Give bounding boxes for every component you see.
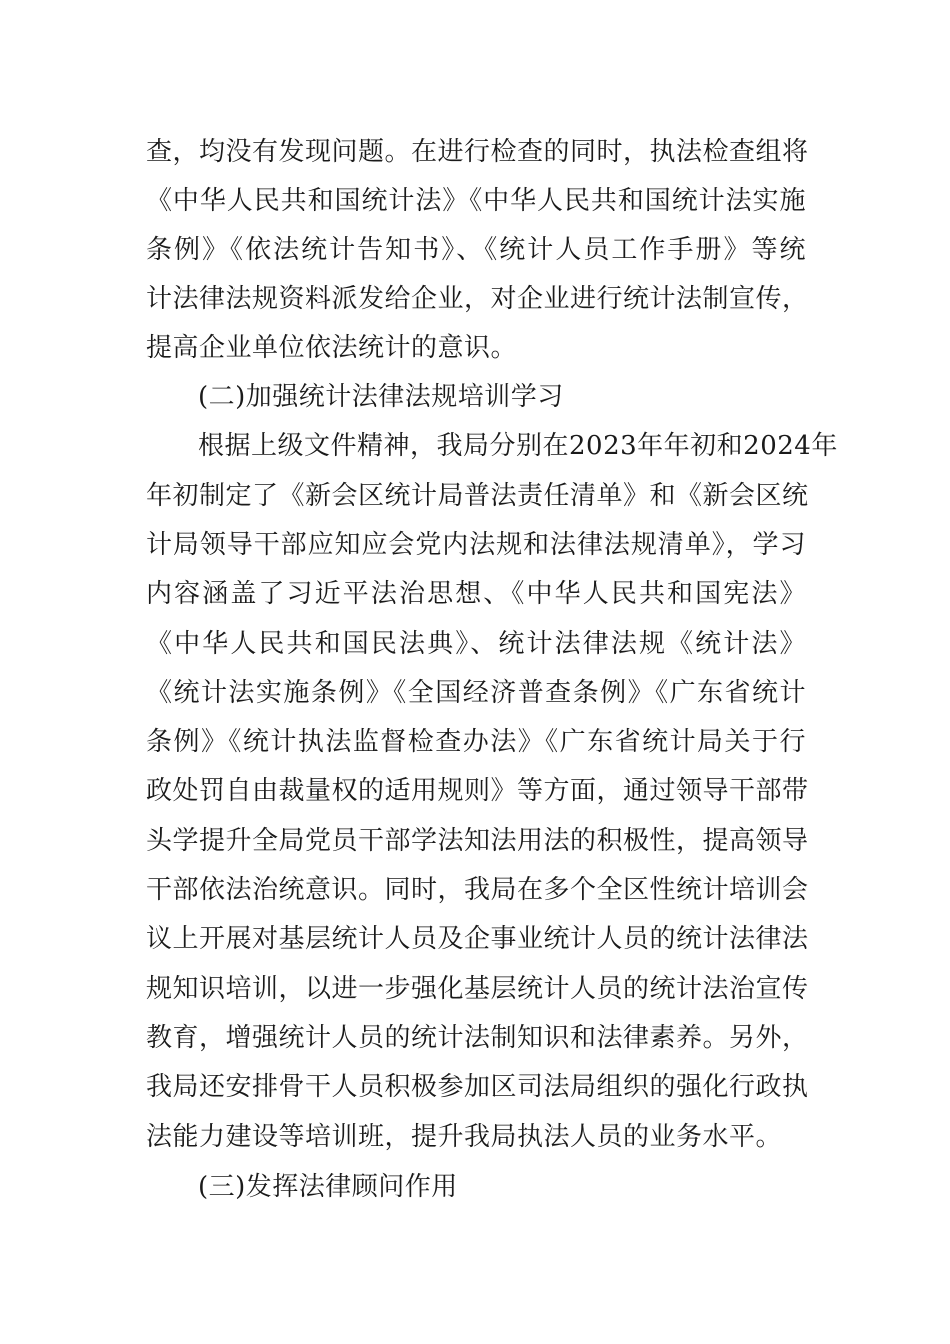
text-line: 干部依法治统意识。同时，我局在多个全区性统计培训会 <box>146 875 809 905</box>
section-heading-3: (三)发挥法律顾问作用 <box>198 1172 458 1202</box>
text-line: 《统计法实施条例》《全国经济普查条例》《广东省统计 <box>146 678 806 708</box>
text-line: 头学提升全局党员干部学法知法用法的积极性，提高领导 <box>146 826 809 856</box>
text-line: 内容涵盖了习近平法治思想、《中华人民共和国宪法》 <box>146 579 806 609</box>
text-line: 条例》《依法统计告知书》、《统计人员工作手册》等统 <box>146 235 806 265</box>
text-line: 年初制定了《新会区统计局普法责任清单》和《新会区统 <box>146 481 809 511</box>
text-line: 法能力建设等培训班，提升我局执法人员的业务水平。 <box>146 1122 783 1152</box>
text-line: 查，均没有发现问题。在进行检查的同时，执法检查组将 <box>146 137 809 167</box>
text-line: 计法律法规资料派发给企业，对企业进行统计法制宣传， <box>146 284 809 314</box>
text-line: 议上开展对基层统计人员及企事业统计人员的统计法律法 <box>146 924 809 954</box>
text-line: 教育，增强统计人员的统计法制知识和法律素养。另外， <box>146 1023 809 1053</box>
text-line: 我局还安排骨干人员积极参加区司法局组织的强化行政执 <box>146 1072 809 1102</box>
section-heading-2: (二)加强统计法律法规培训学习 <box>198 382 564 412</box>
text-line: 政处罚自由裁量权的适用规则》等方面，通过领导干部带 <box>146 776 809 806</box>
text-line: 《中华人民共和国民法典》、统计法律法规《统计法》 <box>146 629 806 659</box>
text-line: 《中华人民共和国统计法》《中华人民共和国统计法实施 <box>146 186 806 216</box>
text-line: 条例》《统计执法监督检查办法》《广东省统计局关于行 <box>146 727 806 757</box>
text-line: 提高企业单位依法统计的意识。 <box>146 333 518 363</box>
text-line: 计局领导干部应知应会党内法规和法律法规清单》，学习 <box>146 530 806 560</box>
text-line: 根据上级文件精神，我局分别在2023年年初和2024年 <box>198 431 838 461</box>
text-line: 规知识培训，以进一步强化基层统计人员的统计法治宣传 <box>146 974 809 1004</box>
